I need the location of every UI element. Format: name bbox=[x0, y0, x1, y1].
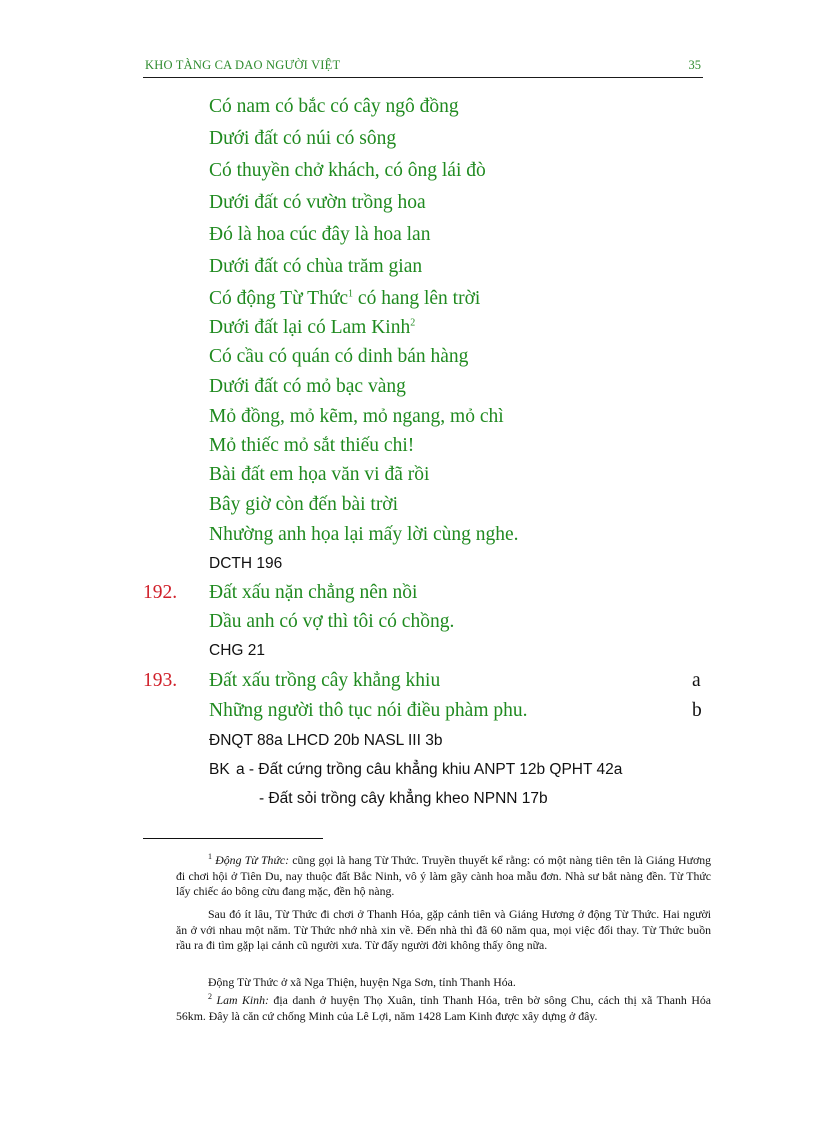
poem-line: Có thuyền chở khách, có ông lái đò bbox=[209, 160, 486, 181]
poem-line bbox=[209, 289, 480, 309]
footnote-term: Động Từ Thức: bbox=[215, 853, 290, 867]
poem-line-part: Có động Từ Thức bbox=[209, 288, 349, 309]
poem-line: Dưới đất có vườn trồng hoa bbox=[209, 192, 426, 213]
poem-line: Có cầu có quán có dinh bán hàng bbox=[209, 346, 469, 367]
variant-label: BK bbox=[209, 761, 230, 778]
poem-line-part: có hang lên trời bbox=[357, 288, 481, 309]
footnote-ref: 1 bbox=[348, 288, 354, 300]
footnote-paragraph bbox=[176, 907, 711, 954]
poem-line: Bây giờ còn đến bài trời bbox=[209, 494, 399, 515]
page-number: 35 bbox=[688, 58, 701, 72]
footnote-paragraph bbox=[176, 975, 711, 991]
poem-line: Những người thô tục nói điều phàm phu. bbox=[209, 700, 528, 721]
poem-line bbox=[209, 318, 415, 338]
poem-line: Bài đất em họa văn vi đã rồi bbox=[209, 464, 430, 485]
footnote-1 bbox=[176, 853, 711, 900]
poem-line: Đất xấu trồng cây khẳng khiu bbox=[209, 670, 441, 691]
poem-line: Dưới đất có mỏ bạc vàng bbox=[209, 376, 406, 397]
footnote-number: 1 bbox=[208, 852, 212, 862]
footnote-number: 2 bbox=[208, 992, 212, 1002]
poem-line: Đó là hoa cúc đây là hoa lan bbox=[209, 224, 431, 245]
poem-line: Mỏ thiếc mỏ sắt thiếu chi! bbox=[209, 435, 415, 456]
footnote-text: Sau đó ít lâu, Từ Thức đi chơi ở Thanh Hóa, gặp cảnh tiên và Giáng Hương ở động Từ Thức. Hai người ăn ở với nhau một năm. Từ Thức nhớ nhà xin về. Đến nhà thì đã 60 năm qua, mọi việc đổi thay. Từ Thức buồn rầu ra đi tìm gặp lại cảnh cũ người xưa. Từ đấy người đời không thấy ông nữa. bbox=[176, 907, 711, 952]
line-mark: b bbox=[692, 700, 702, 721]
page-header bbox=[143, 55, 703, 78]
poem-line: Đất xấu nặn chẳng nên nồi bbox=[209, 582, 418, 603]
poem-line-part: Dưới đất lại có Lam Kinh bbox=[209, 317, 411, 338]
footnote-divider bbox=[143, 838, 323, 839]
source-citation: ĐNQT 88a LHCD 20b NASL III 3b bbox=[209, 732, 443, 749]
poem-line: Dưới đất có chùa trăm gian bbox=[209, 256, 423, 277]
footnote-2 bbox=[176, 993, 711, 1024]
book-title: KHO TÀNG CA DAO NGƯỜI VIỆT bbox=[145, 58, 341, 72]
poem-line: Có nam có bắc có cây ngô đồng bbox=[209, 96, 459, 117]
poem-line: Dưới đất có núi có sông bbox=[209, 128, 397, 149]
poem-line: Mỏ đồng, mỏ kẽm, mỏ ngang, mỏ chì bbox=[209, 406, 504, 427]
poem-line: Dầu anh có vợ thì tôi có chồng. bbox=[209, 611, 455, 632]
variant-line: a - Đất cứng trồng câu khẳng khiu ANPT 12b QPHT 42a bbox=[236, 761, 623, 778]
footnote-text: Động Từ Thức ở xã Nga Thiện, huyện Nga Sơn, tỉnh Thanh Hóa. bbox=[208, 975, 516, 989]
footnote-ref: 2 bbox=[410, 317, 416, 329]
source-citation: DCTH 196 bbox=[209, 555, 283, 572]
footnote-text: cũng gọi là hang Từ Thức. Truyền thuyết kể rằng: có một nàng tiên tên là Giáng Hương đi chơi hội ở Tiên Du, nay thuộc đất Bắc Ninh, vô ý làm gãy cành hoa mẫu đơn. Nhà sư bắt nàng đền. Từ Thức lấy chiếc áo bông cừu đang mặc, đền hộ nàng. bbox=[176, 853, 711, 898]
poem-line: Nhường anh họa lại mấy lời cùng nghe. bbox=[209, 524, 519, 545]
source-citation: CHG 21 bbox=[209, 642, 265, 659]
line-mark: a bbox=[692, 670, 701, 691]
variant-line: - Đất sỏi trồng cây khẳng kheo NPNN 17b bbox=[259, 790, 548, 807]
footnote-term: Lam Kinh: bbox=[216, 993, 269, 1007]
footnote-text: địa danh ở huyện Thọ Xuân, tỉnh Thanh Hóa, trên bờ sông Chu, cách thị xã Thanh Hóa 56km. Đây là căn cứ chống Minh của Lê Lợi, năm 1428 Lam Kinh được xây dựng ở đây. bbox=[176, 993, 711, 1023]
entry-number: 192. bbox=[143, 582, 178, 603]
entry-number: 193. bbox=[143, 670, 178, 691]
